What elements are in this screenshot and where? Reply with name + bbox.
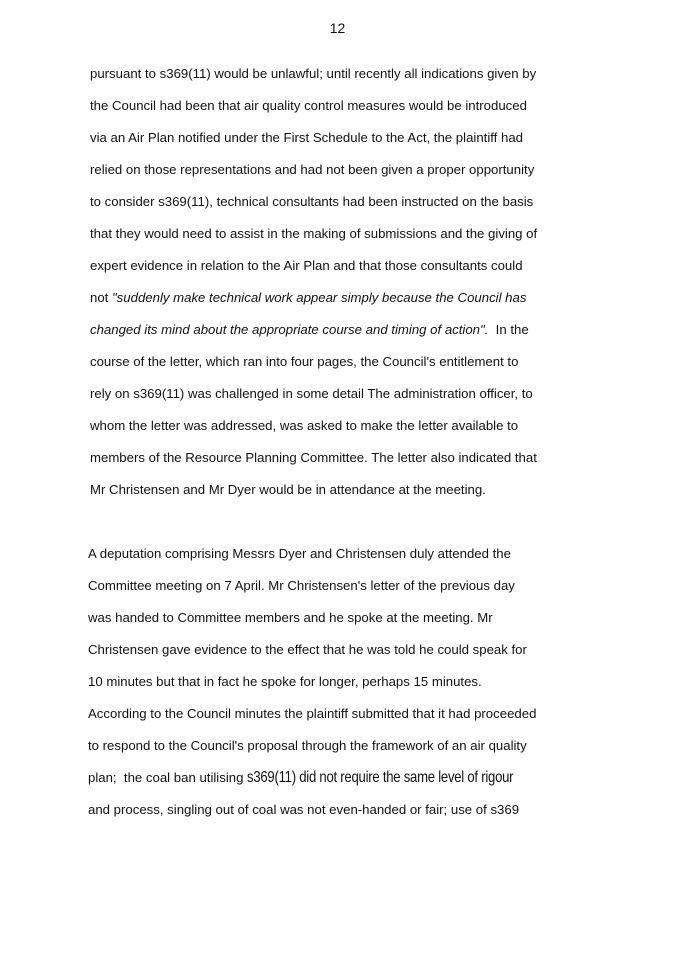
- text-line: Committee meeting on 7 April. Mr Christensen's letter of the previous day: [88, 578, 515, 593]
- text-line: rely on s369(11) was challenged in some detail The administration officer, to: [90, 386, 533, 401]
- page-number: 12: [329, 20, 346, 36]
- text-line: expert evidence in relation to the Air Plan and that those consultants could: [90, 258, 523, 273]
- text-line: to respond to the Council's proposal through the framework of an air quality: [88, 738, 527, 753]
- text-line: that they would need to assist in the making of submissions and the giving of: [90, 226, 538, 241]
- text-line: A deputation comprising Messrs Dyer and Christensen duly attended the: [88, 546, 511, 561]
- text-span: In the: [488, 322, 529, 337]
- text-line: relied on those representations and had not been given a proper opportunity: [90, 162, 535, 177]
- text-line: Christensen gave evidence to the effect that he was told he could speak for: [88, 642, 527, 657]
- text-line: was handed to Committee members and he spoke at the meeting. Mr: [88, 610, 493, 625]
- text-line: pursuant to s369(11) would be unlawful; until recently all indications given by: [90, 66, 537, 81]
- text-line: Mr Christensen and Mr Dyer would be in attendance at the meeting.: [90, 482, 486, 497]
- text-line: members of the Resource Planning Committee. The letter also indicated that: [90, 450, 537, 465]
- text-line: via an Air Plan notified under the First Schedule to the Act, the plaintiff had: [90, 130, 524, 145]
- text-span: plan; the coal ban utilising: [88, 770, 248, 785]
- text-line: the Council had been that air quality control measures would be introduced: [90, 98, 527, 113]
- text-line: and process, singling out of coal was not even-handed or fair; use of s369: [88, 802, 520, 817]
- text-line: [90, 290, 526, 306]
- text-line: course of the letter, which ran into four pages, the Council's entitlement to: [90, 354, 519, 369]
- text-line: 10 minutes but that in fact he spoke for longer, perhaps 15 minutes.: [88, 674, 482, 689]
- quoted-text: changed its mind about the appropriate course and timing of action".: [90, 322, 489, 337]
- text-line: According to the Council minutes the plaintiff submitted that it had proceeded: [88, 706, 537, 721]
- text-line: whom the letter was addressed, was asked to make the letter available to: [90, 418, 519, 433]
- quoted-text: "suddenly make technical work appear simply because the Council has: [112, 290, 527, 305]
- text-span: not: [90, 290, 112, 305]
- text-line: to consider s369(11), technical consultants had been instructed on the basis: [90, 194, 534, 209]
- condensed-text: s369(11) did not require the same level of rigour: [247, 769, 514, 786]
- text-line: [90, 322, 529, 338]
- text-line: [88, 770, 572, 786]
